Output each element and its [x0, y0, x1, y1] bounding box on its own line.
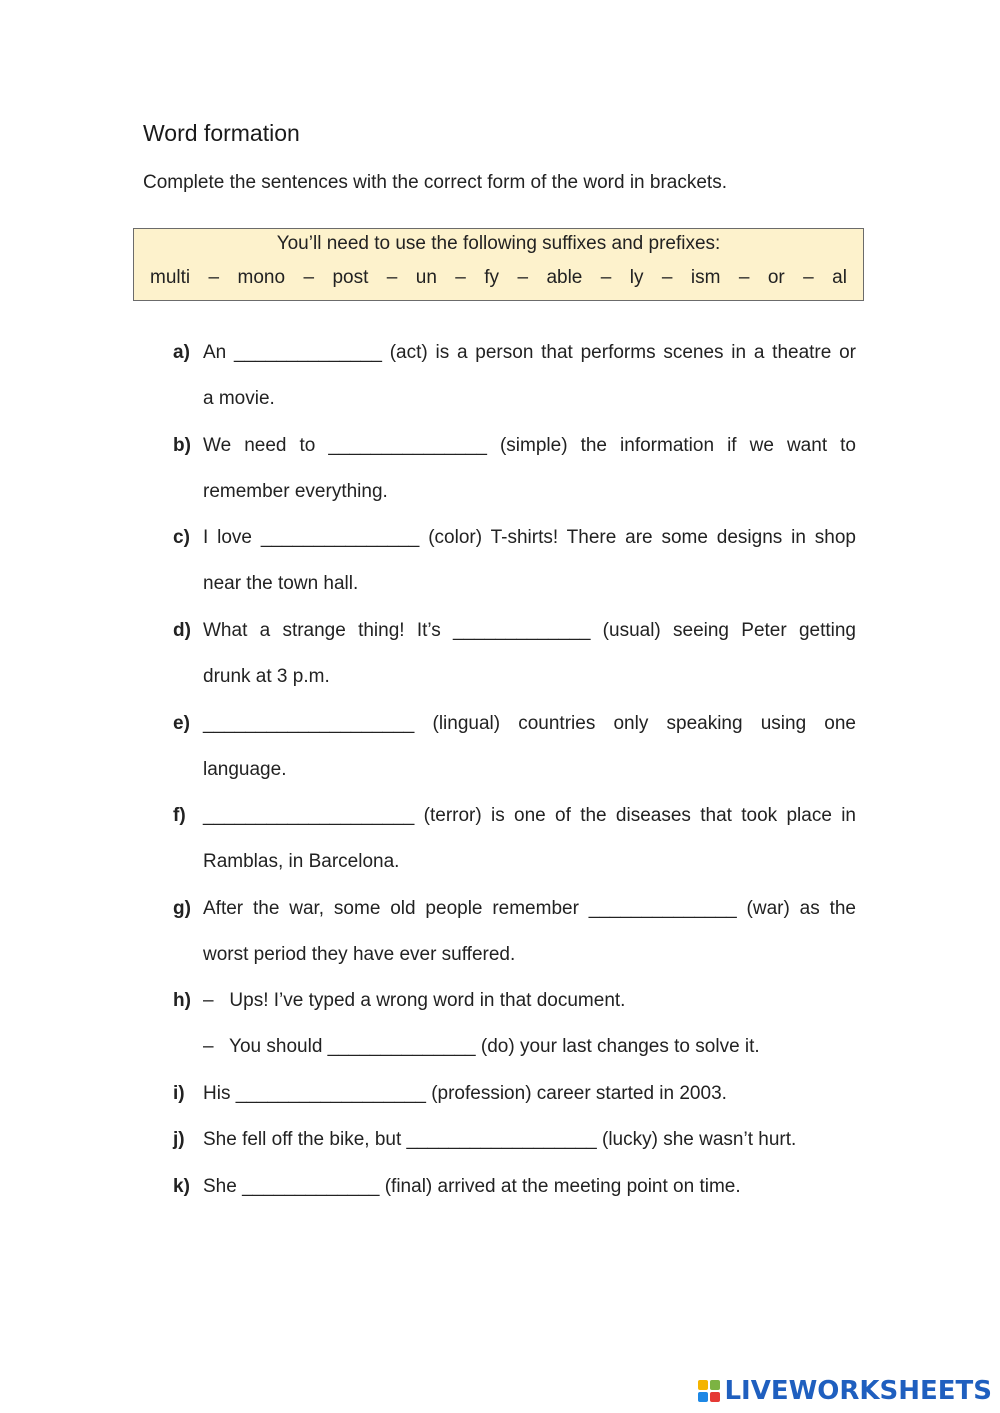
affix-item: post	[332, 267, 369, 288]
affix-separator: –	[600, 267, 612, 288]
affix-separator: –	[386, 267, 398, 288]
question-label: h)	[173, 990, 191, 1011]
affix-list	[150, 267, 847, 289]
question-text-line1: We need to _______________ (simple) the information if we want to	[203, 435, 856, 456]
question-text-line2: remember everything.	[203, 481, 388, 502]
question-text-line2: language.	[203, 759, 287, 780]
affix-separator: –	[517, 267, 529, 288]
worksheet-title: Word formation	[143, 120, 300, 146]
instructions: Complete the sentences with the correct form of the word in brackets.	[143, 172, 727, 193]
affix-item: or	[767, 267, 785, 288]
question-label: d)	[173, 620, 191, 641]
question-text-line1: His __________________ (profession) career started in 2003.	[203, 1083, 727, 1104]
logo-text: LIVEWORKSHEETS	[724, 1376, 992, 1406]
question-text-line2: a movie.	[203, 388, 275, 409]
question-text-line1: An ______________ (act) is a person that performs scenes in a theatre or	[203, 342, 856, 363]
question-text-line2: Ramblas, in Barcelona.	[203, 851, 400, 872]
question-label: j)	[173, 1129, 185, 1150]
affix-item: able	[546, 267, 583, 288]
affix-separator: –	[455, 267, 466, 288]
question-text-line1: She fell off the bike, but __________________ (lucky) she wasn’t hurt.	[203, 1129, 797, 1150]
question-label: b)	[173, 435, 191, 456]
question-label: k)	[173, 1176, 190, 1197]
affix-separator: –	[803, 267, 814, 288]
question-text-line2: worst period they have ever suffered.	[203, 944, 516, 965]
affix-separator: –	[738, 267, 750, 288]
question-label: f)	[173, 805, 186, 826]
dialogue-line1: – Ups! I’ve typed a wrong word in that document.	[203, 990, 626, 1011]
affix-item: al	[832, 267, 847, 288]
dialogue-line2: – You should ______________ (do) your last changes to solve it.	[203, 1036, 760, 1057]
question-label: g)	[173, 898, 191, 919]
question-text-line1: What a strange thing! It’s _____________ (usual) seeing Peter getting	[203, 620, 856, 641]
question-text-line1: She _____________ (final) arrived at the meeting point on time.	[203, 1176, 741, 1197]
question-text-line1: ____________________ (terror) is one of the diseases that took place in	[203, 805, 856, 826]
question-text-line2: drunk at 3 p.m.	[203, 666, 330, 687]
question-label: e)	[173, 713, 190, 734]
affix-separator: –	[208, 267, 220, 288]
affix-item: mono	[237, 267, 286, 288]
affix-item: un	[415, 267, 437, 288]
affix-box-header: You’ll need to use the following suffixes and prefixes:	[276, 233, 721, 254]
affix-item: multi	[150, 267, 191, 288]
question-text-line1: I love _______________ (color) T-shirts! There are some designs in shop	[203, 527, 856, 548]
question-text-line2: near the town hall.	[203, 573, 359, 594]
question-label: c)	[173, 527, 190, 548]
affix-separator: –	[303, 267, 315, 288]
liveworksheets-logo[interactable]	[698, 1376, 992, 1406]
liveworksheets-logo-icon	[698, 1380, 720, 1402]
question-text-line1: ____________________ (lingual) countries only speaking using one	[203, 713, 856, 734]
affix-box	[133, 228, 864, 301]
affix-item: fy	[484, 267, 500, 288]
question-label: i)	[173, 1083, 185, 1104]
affix-item: ly	[629, 267, 644, 288]
question-label: a)	[173, 342, 190, 363]
question-text-line1: After the war, some old people remember ______________ (war) as the	[203, 898, 856, 919]
affix-separator: –	[661, 267, 673, 288]
affix-item: ism	[690, 267, 721, 288]
